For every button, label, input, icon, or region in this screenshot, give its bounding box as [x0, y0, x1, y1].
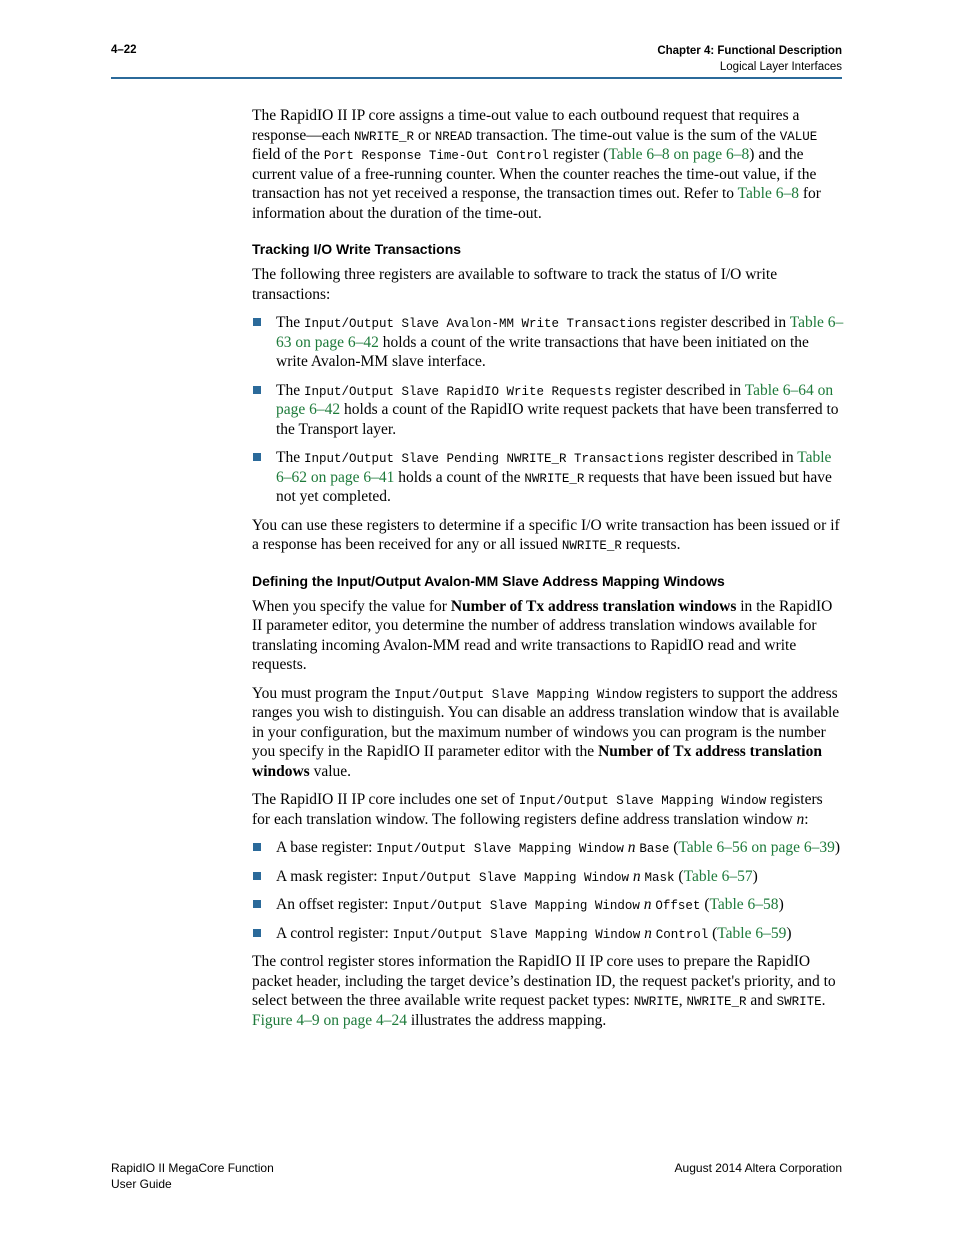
text: for information about the duration of the time-out. [252, 185, 821, 222]
footer-left [111, 1160, 274, 1192]
text: The [276, 381, 304, 399]
text: register described in [664, 449, 798, 466]
bullet-icon [253, 872, 261, 880]
paragraph-control-register [252, 952, 844, 1030]
italic-n: n [639, 896, 656, 913]
italic-n: n [623, 839, 640, 856]
heading-mapping-windows: Defining the Input/Output Avalon-MM Slave Address Mapping Windows [252, 572, 725, 589]
bullet-icon [253, 386, 261, 394]
bold-parameter-name: Number of Tx address translation windows [450, 597, 737, 615]
text: holds a count of the write transactions that have been initiated on the write Avalon-MM slave interface. [276, 333, 809, 370]
page-number: 4–22 [111, 44, 137, 56]
footer-product: RapidIO II MegaCore Function [111, 1161, 274, 1175]
text: The [276, 314, 304, 331]
code-register-name: Input/Output Slave Avalon-MM Write Transactions [303, 317, 657, 331]
link-table-6-64[interactable]: Table 6–64 on page 6–42 [276, 381, 834, 418]
link-table-6-8[interactable]: Table 6–8 [737, 185, 799, 202]
italic-n: n [629, 867, 645, 885]
chapter-title: Chapter 4: Functional Description [657, 45, 842, 57]
text: illustrates the address mapping. [406, 1011, 607, 1029]
text: registers to support the address ranges you wish to distinguish. You can disable an address translation window that is available in your configuration, but the maximum number of windows you can program is the number you specify in the RapidIO II parameter editor with the [252, 684, 840, 760]
code-register-name: Input/Output Slave Mapping Window [381, 870, 630, 885]
paragraph-timeout [252, 106, 844, 223]
header-rule [111, 77, 842, 79]
text: An offset register: [276, 896, 393, 913]
text: ) and the current value of a free-running counter. When the counter reaches the time-out value, if the transaction has not yet received a response, the transaction times out. Refer to [252, 146, 817, 202]
code-register-name: Port Response Time-Out Control [323, 149, 549, 163]
text: The control register stores information the RapidIO II IP core uses to prepare the RapidIO packet header, including the target device’s destination ID, the request packet's priority, and to select between the three available write request packet types: [252, 953, 836, 1009]
list-item [252, 895, 844, 915]
text: requests that have been issued but have not yet completed. [276, 468, 832, 505]
text: The RapidIO II IP core includes one set of [252, 791, 519, 808]
text: in the RapidIO II parameter editor, you determine the number of address translation windows available for translating incoming Avalon-MM read and write transactions to RapidIO read and write requests. [252, 597, 833, 673]
paragraph-specify-windows [252, 597, 844, 675]
footer-doc-type: User Guide [111, 1177, 172, 1191]
bold-parameter-name: Number of Tx address translation windows [252, 743, 822, 780]
text: register ( [548, 146, 609, 163]
code-offset: Offset [655, 899, 701, 913]
text: register described in [611, 381, 745, 399]
text: holds a count of the [394, 468, 525, 486]
text: You must program the [252, 684, 395, 702]
text: The [276, 449, 304, 466]
text: ) [786, 924, 792, 942]
code-swrite: SWRITE [776, 995, 822, 1009]
italic-n: n [796, 810, 805, 828]
list-item [252, 867, 844, 887]
list-item [252, 838, 844, 858]
code-register-name: Input/Output Slave RapidIO Write Requests [303, 384, 612, 399]
running-header [657, 44, 842, 75]
text: and [746, 992, 777, 1009]
text: . [821, 992, 826, 1009]
text: You can use these registers to determine if a specific I/O write transaction has been issued or if a response has been received for any or all issued [252, 516, 840, 553]
text: or [414, 126, 435, 144]
paragraph-register-set [252, 790, 844, 829]
text: A control register: [276, 924, 393, 942]
window-register-list [252, 838, 844, 943]
paragraph-program-windows [252, 684, 844, 782]
text: The RapidIO II IP core assigns a time-out value to each outbound request that requires a response—each [252, 107, 800, 144]
list-item [252, 924, 844, 944]
code-base: Base [639, 842, 670, 856]
text: ( [674, 867, 684, 885]
code-register-name: Input/Output Slave Mapping Window [392, 927, 641, 942]
text: A mask register: [276, 867, 382, 885]
bullet-icon [253, 900, 261, 908]
list-item [252, 313, 844, 372]
code-register-name: Input/Output Slave Pending NWRITE_R Transactions [303, 452, 665, 466]
footer-right: August 2014 Altera Corporation [674, 1161, 842, 1175]
text: : [804, 810, 809, 828]
code-nwrite-r: NWRITE_R [524, 471, 585, 486]
link-table-6-59[interactable]: Table 6–59 [717, 924, 787, 942]
body-text [252, 106, 844, 1039]
code-nread: NREAD [434, 129, 473, 144]
text: field of the [252, 146, 324, 163]
code-register-name: Input/Output Slave Mapping Window [392, 899, 640, 913]
text: value. [309, 762, 352, 780]
text: holds a count of the RapidIO write request packets that have been transferred to the Transport layer. [276, 401, 839, 438]
code-register-name: Input/Output Slave Mapping Window [518, 794, 767, 808]
section-title: Logical Layer Interfaces [719, 60, 842, 73]
text: ( [700, 896, 710, 913]
code-mask: Mask [644, 870, 675, 885]
text: ( [669, 839, 679, 856]
text: transaction. The time-out value is the sum of the [472, 126, 780, 144]
code-nwrite-r: NWRITE_R [686, 995, 747, 1009]
link-table-6-57[interactable]: Table 6–57 [683, 867, 753, 885]
code-value: VALUE [779, 129, 818, 144]
link-table-6-62[interactable]: Table 6–62 on page 6–41 [276, 449, 832, 486]
text: ) [834, 839, 841, 856]
list-item [252, 448, 844, 507]
paragraph-three-registers: The following three registers are available to software to track the status of I/O write transactions: [252, 266, 778, 303]
code-nwrite-r: NWRITE_R [561, 539, 622, 553]
text: registers for each translation window. The following registers define address translation window [252, 791, 823, 828]
link-table-6-63[interactable]: Table 6–63 on page 6–42 [276, 314, 844, 351]
text: register described in [656, 314, 790, 331]
code-register-name: Input/Output Slave Mapping Window [394, 687, 642, 702]
bullet-icon [253, 318, 261, 326]
bullet-icon [253, 929, 261, 937]
link-figure-4-9[interactable]: Figure 4–9 on page 4–24 [252, 1011, 407, 1029]
text: ) [778, 896, 784, 913]
text: A base register: [276, 839, 377, 856]
code-nwrite: NWRITE [633, 995, 679, 1009]
italic-n: n [640, 924, 656, 942]
bullet-icon [253, 843, 261, 851]
list-item [252, 381, 844, 440]
link-table-6-56[interactable]: Table 6–56 on page 6–39 [678, 839, 835, 856]
text: , [678, 992, 687, 1009]
link-table-6-58[interactable]: Table 6–58 [709, 896, 779, 913]
heading-tracking: Tracking I/O Write Transactions [252, 241, 462, 257]
code-control: Control [655, 927, 709, 942]
text: ) [752, 867, 758, 885]
text: ( [708, 924, 718, 942]
link-table-6-8-page[interactable]: Table 6–8 on page 6–8 [608, 146, 750, 163]
code-nwrite-r: NWRITE_R [354, 129, 415, 144]
text: requests. [621, 536, 681, 553]
tracking-register-list [252, 313, 844, 507]
bullet-icon [253, 453, 261, 461]
code-register-name: Input/Output Slave Mapping Window [376, 842, 624, 856]
text: When you specify the value for [252, 597, 451, 615]
paragraph-use-registers [252, 516, 844, 555]
